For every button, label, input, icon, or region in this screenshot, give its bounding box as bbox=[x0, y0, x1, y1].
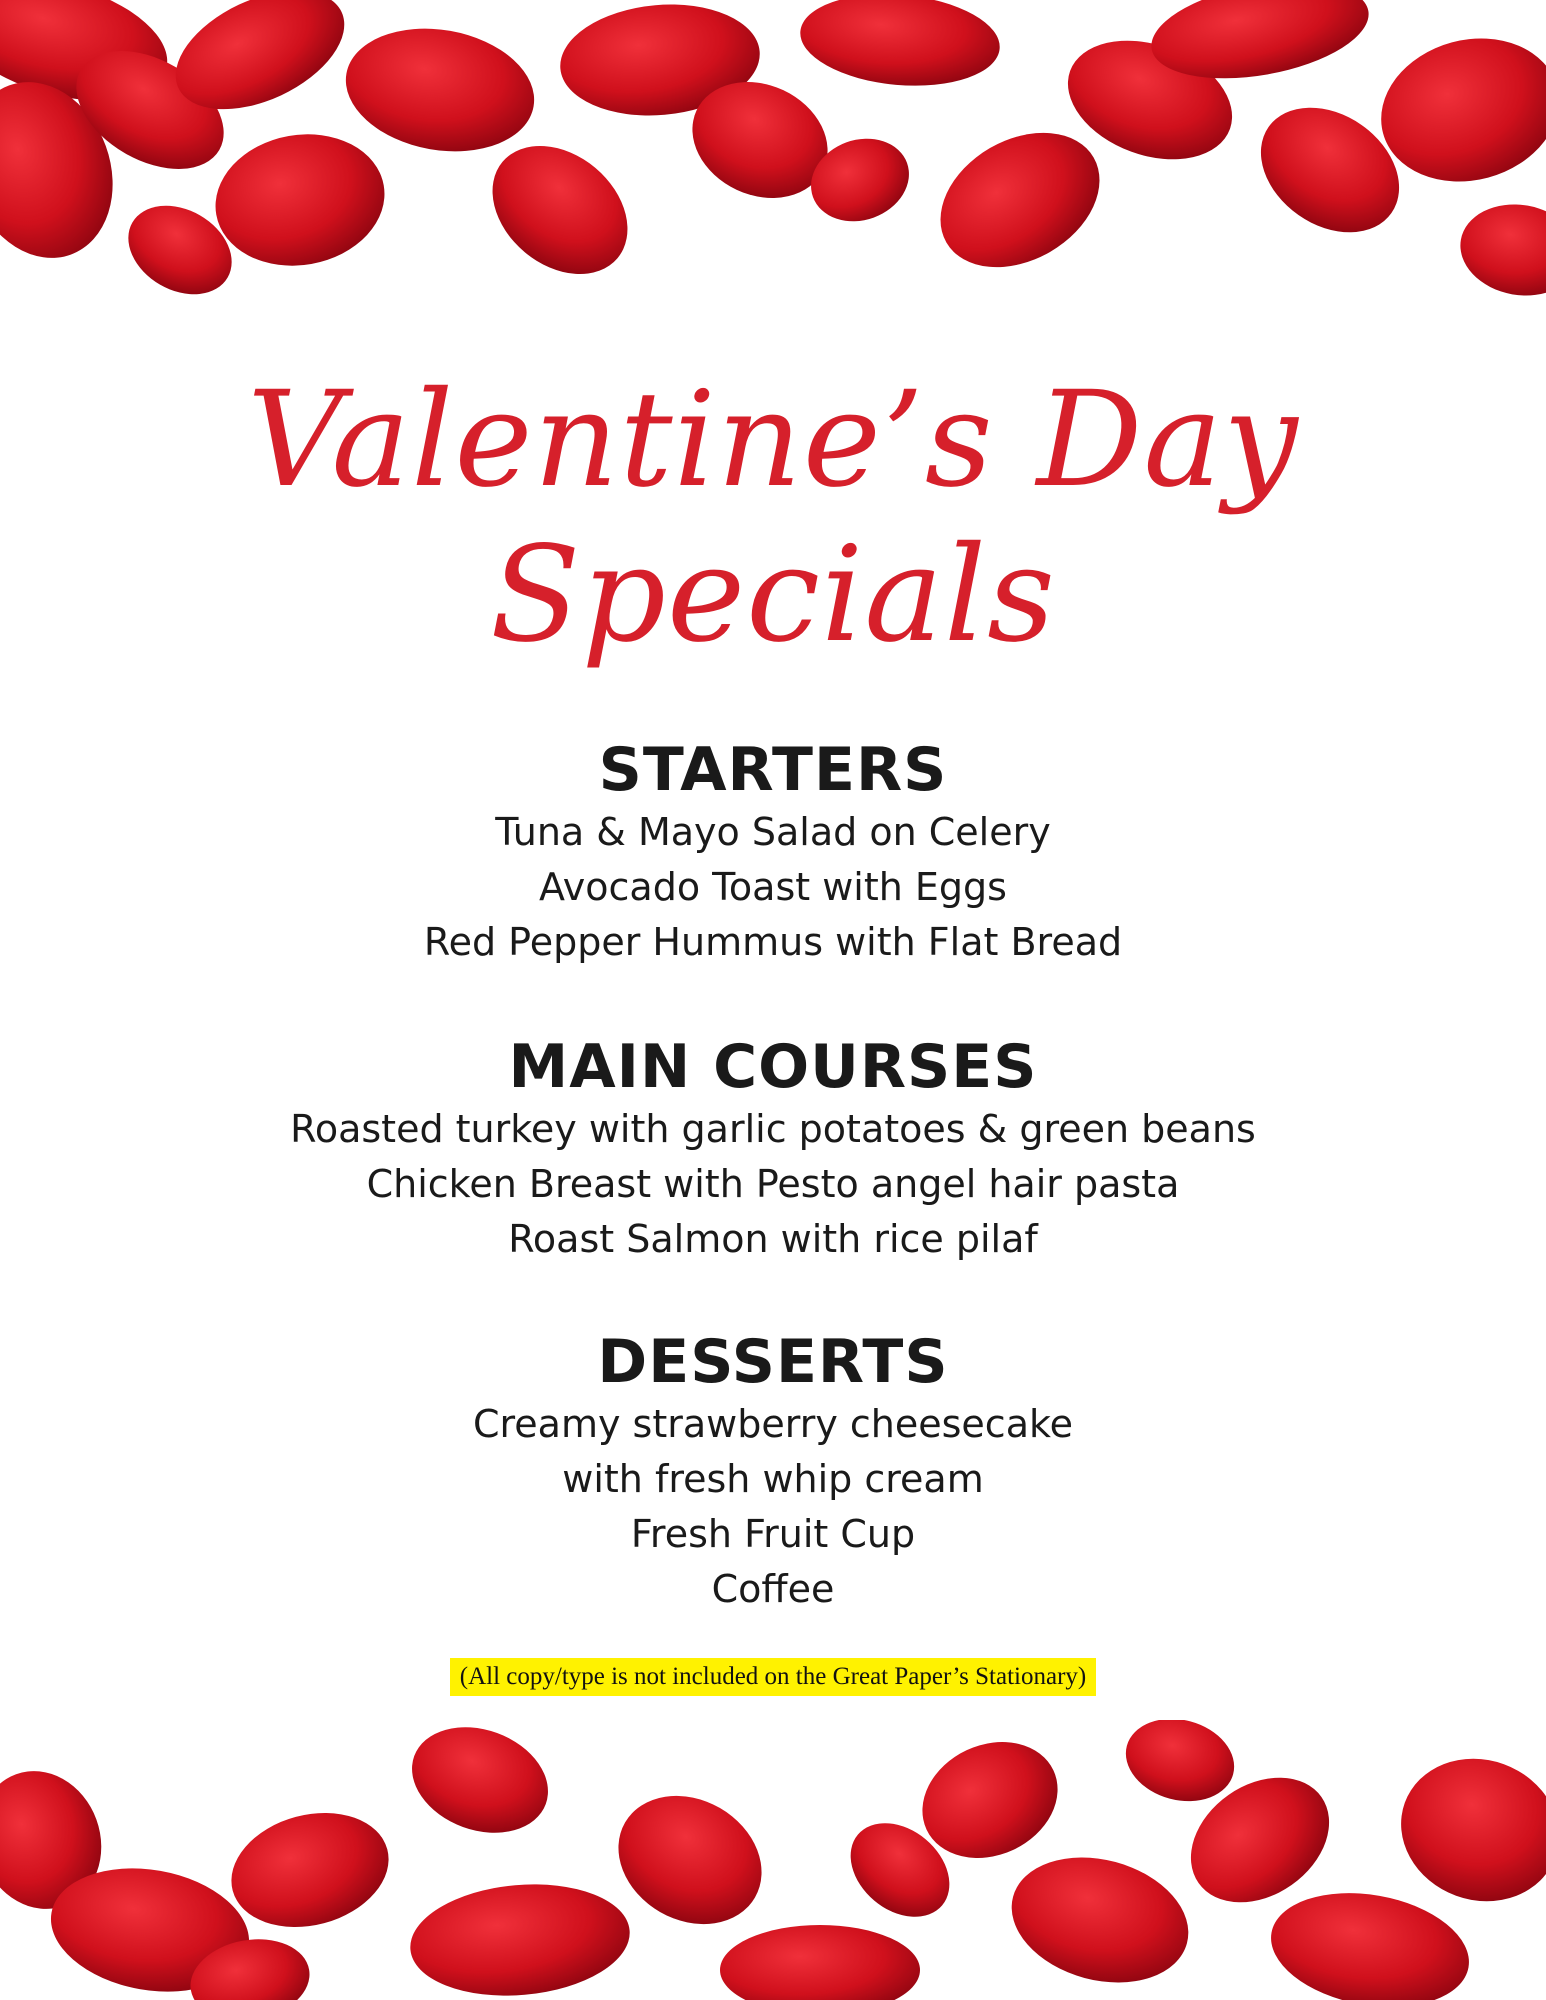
title-line-1: Valentine’s Day bbox=[247, 363, 1299, 517]
menu-item: Avocado Toast with Eggs bbox=[539, 865, 1007, 909]
title-line-2: Specials bbox=[490, 518, 1056, 672]
menu-item: Roasted turkey with garlic potatoes & green beans bbox=[290, 1107, 1256, 1151]
menu-item: Chicken Breast with Pesto angel hair pasta bbox=[366, 1162, 1180, 1206]
section-starters bbox=[0, 735, 1546, 970]
section-main-courses bbox=[0, 1032, 1546, 1267]
rose-petals-bottom-illustration bbox=[0, 1720, 1546, 2000]
menu-item: with fresh whip cream bbox=[562, 1457, 984, 1501]
rose-petals-bottom-border bbox=[0, 1720, 1546, 2000]
rose-petals-top-illustration bbox=[0, 0, 1546, 320]
menu-item: Creamy strawberry cheesecake bbox=[472, 1402, 1074, 1446]
section-heading-desserts: DESSERTS bbox=[597, 1327, 949, 1397]
menu-item: Roast Salmon with rice pilaf bbox=[508, 1217, 1038, 1261]
disclaimer-note-wrap bbox=[0, 1658, 1546, 1696]
menu-item: Red Pepper Hummus with Flat Bread bbox=[423, 920, 1123, 964]
rose-petals-top-border bbox=[0, 0, 1546, 320]
section-heading-main-courses: MAIN COURSES bbox=[508, 1032, 1038, 1102]
section-desserts bbox=[0, 1327, 1546, 1617]
menu-item: Fresh Fruit Cup bbox=[630, 1512, 916, 1556]
menu-item: Tuna & Mayo Salad on Celery bbox=[495, 810, 1051, 854]
menu-item: Coffee bbox=[711, 1567, 835, 1611]
section-heading-starters: STARTERS bbox=[598, 735, 948, 805]
disclaimer-note: (All copy/type is not included on the Great Paper’s Stationary) bbox=[450, 1658, 1096, 1696]
